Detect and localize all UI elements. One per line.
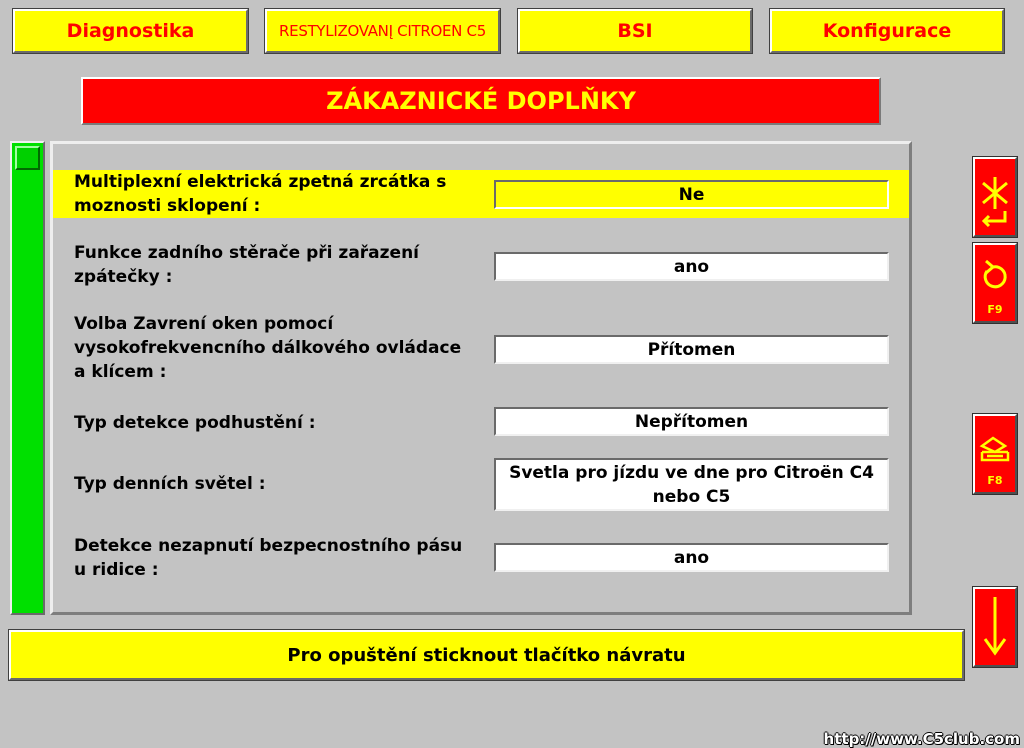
tab-bsi-label: BSI <box>617 20 653 42</box>
option-value[interactable]: ano <box>494 543 889 572</box>
back-button[interactable] <box>973 587 1017 667</box>
option-value[interactable]: Ne <box>494 180 889 209</box>
watermark: http://www.C5club.com <box>823 730 1020 748</box>
tab-vehicle-label: RESTYLIZOVANĮ CITROEN C5 <box>279 22 486 40</box>
option-row-rear-wiper[interactable] <box>53 238 909 292</box>
option-row-window-closing[interactable] <box>53 310 909 386</box>
undo-button[interactable] <box>973 243 1017 323</box>
print-key-label: F8 <box>987 474 1003 487</box>
options-panel <box>50 141 912 615</box>
tab-konfigurace-label: Konfigurace <box>822 20 952 42</box>
option-row-tyre-pressure[interactable] <box>53 406 909 439</box>
option-label: Multiplexní elektrická zpetná zrcátka s moznosti sklopení : <box>74 172 447 216</box>
page-title-text: ZÁKAZNICKÉ DOPLŇKY <box>326 87 636 115</box>
print-button[interactable] <box>973 414 1017 494</box>
option-row-daylight[interactable] <box>53 456 909 512</box>
back-arrow-icon <box>975 589 1015 665</box>
tab-diagnostika[interactable] <box>13 9 248 53</box>
option-label: Detekce nezapnutí bezpecnostního pásu u ridice : <box>74 536 463 580</box>
page-title <box>81 77 881 125</box>
cancel-button[interactable] <box>973 157 1017 237</box>
option-label: Typ denních světel : <box>74 474 266 494</box>
scrollbar[interactable] <box>10 141 45 615</box>
scrollbar-thumb[interactable] <box>15 146 40 170</box>
option-value[interactable]: ano <box>494 252 889 281</box>
option-value[interactable]: Přítomen <box>494 335 889 364</box>
tab-konfigurace[interactable] <box>770 9 1004 53</box>
status-message: Pro opuštění sticknout tlačítko návratu <box>287 644 686 666</box>
option-row-seatbelt[interactable] <box>53 533 909 583</box>
option-value[interactable]: Nepřítomen <box>494 407 889 436</box>
status-bar <box>9 630 964 680</box>
option-value[interactable]: Svetla pro jízdu ve dne pro Citroën C4 nebo C5 <box>494 458 889 511</box>
cancel-icon <box>975 159 1015 235</box>
tab-diagnostika-label: Diagnostika <box>66 20 195 42</box>
option-label: Volba Zavrení oken pomocí vysokofrekvencního dálkového ovládace a klícem : <box>74 314 462 382</box>
option-label: Funkce zadního stěrače při zařazení zpátečky : <box>74 243 419 287</box>
undo-key-label: F9 <box>987 303 1003 316</box>
tab-bsi[interactable] <box>518 9 752 53</box>
option-label: Typ detekce podhustění : <box>74 412 316 433</box>
option-row-mirrors[interactable] <box>53 170 909 218</box>
tab-vehicle[interactable] <box>265 9 500 53</box>
